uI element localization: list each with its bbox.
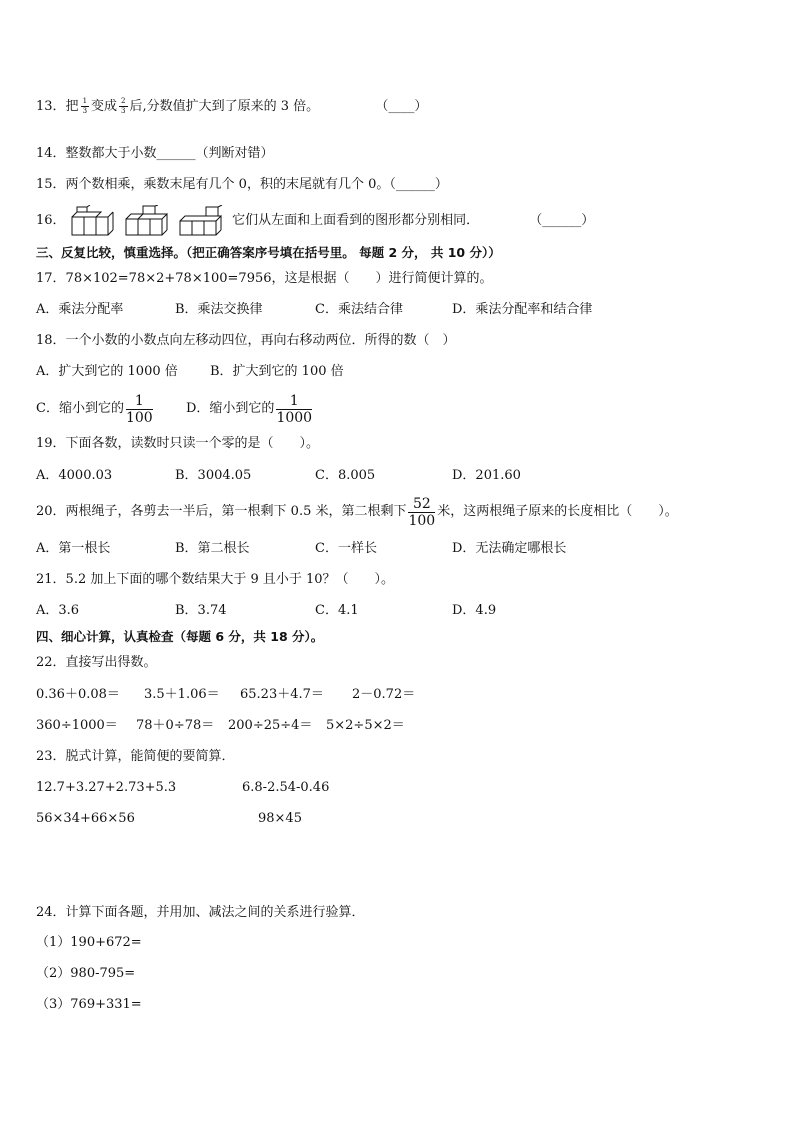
q22-item-8: 5×2÷5×2＝	[326, 718, 405, 733]
q22-item-2: 3.5＋1.06＝	[144, 687, 220, 702]
q13-fraction-1: $\frac{1}{3}$	[82, 97, 88, 115]
question-18: 18．一个小数的小数点向左移动四位，再向右移动两位．所得的数（ ）	[36, 333, 456, 348]
q23-item-1: 12.7+3.27+2.73+5.3	[36, 780, 177, 795]
cube-figure-3-icon	[178, 205, 226, 237]
question-23: 23．脱式计算，能简便的要简算．	[36, 749, 235, 764]
question-19: 19．下面各数，读数时只读一个零的是（ ）。	[36, 436, 320, 451]
q18-option-a[interactable]: A．扩大到它的 1000 倍	[36, 364, 178, 379]
cube-figure-2-icon	[124, 205, 172, 237]
q20-post: 米，这两根绳子原来的长度相比（ ）。	[437, 504, 678, 519]
cube-figure-1-icon	[70, 205, 118, 237]
q17-option-a[interactable]: A．乘法分配率	[36, 302, 124, 317]
q24-item-1: （1）190+672=	[36, 935, 142, 950]
q13-fraction-2: $\frac{2}{3}$	[121, 97, 126, 115]
question-21: 21．5.2 加上下面的哪个数结果大于 9 且小于 10？（ ）。	[36, 572, 395, 587]
question-15: 15．两个数相乘，乘数末尾有几个 0，积的末尾就有几个 0。（______）	[36, 177, 448, 192]
q13-post: 后,分数值扩大到了原来的 3 倍。	[129, 99, 320, 114]
q19-option-d[interactable]: D．201.60	[452, 468, 521, 483]
q18-option-c[interactable]: C．缩小到它的 $\frac{1}{100}$	[36, 392, 153, 426]
question-16	[36, 205, 594, 237]
q22-item-5: 360÷1000＝	[36, 718, 118, 733]
q16-text: 它们从左面和上面看到的图形都分别相同．	[232, 213, 480, 228]
q13-pre: 把	[65, 99, 79, 114]
q23-item-3: 56×34+66×56	[36, 811, 135, 826]
q21-option-a[interactable]: A．3.6	[36, 603, 80, 618]
q18-option-b[interactable]: B．扩大到它的 100 倍	[210, 364, 344, 379]
section-3-header: 三、反复比较，慎重选择。（把正确答案序号填在括号里。 每题 2 分， 共 10 分））	[36, 245, 501, 260]
question-24: 24．计算下面各题，并用加、减法之间的关系进行验算．	[36, 905, 365, 920]
q22-item-4: 2－0.72＝	[352, 687, 416, 702]
q13-number: 13．	[36, 99, 66, 114]
q19-option-c[interactable]: C．8.005	[315, 468, 376, 483]
question-13	[36, 98, 427, 116]
q18-fraction-d: $\frac{1}{1000}$	[276, 392, 313, 426]
q20-option-c[interactable]: C．一样长	[315, 541, 377, 556]
q13-mid: 变成	[91, 99, 118, 114]
q22-item-1: 0.36＋0.08＝	[36, 687, 120, 702]
q16-answer-paren[interactable]: （______）	[529, 213, 595, 228]
q21-option-b[interactable]: B．3.74	[175, 603, 227, 618]
q17-option-d[interactable]: D．乘法分配率和结合律	[452, 302, 593, 317]
q19-option-a[interactable]: A．4000.03	[36, 468, 113, 483]
q17-option-b[interactable]: B．乘法交换律	[175, 302, 263, 317]
q24-item-2: （2）980-795=	[36, 966, 136, 981]
q22-item-6: 78＋0÷78＝	[136, 718, 215, 733]
q23-item-2: 6.8-2.54-0.46	[242, 780, 330, 795]
q17-option-c[interactable]: C．乘法结合律	[315, 302, 403, 317]
question-17: 17．78×102=78×2+78×100=7956，这是根据（ ）进行简便计算的。	[36, 271, 493, 286]
q23-item-4: 98×45	[258, 811, 302, 826]
question-20	[36, 494, 678, 531]
q18-fraction-c: $\frac{1}{100}$	[125, 392, 153, 426]
q20-pre: 20．两根绳子，各剪去一半后，第一根剩下 0.5 米，第二根剩下	[36, 504, 407, 519]
q19-option-b[interactable]: B．3004.05	[175, 468, 252, 483]
question-14: 14．整数都大于小数______（判断对错）	[36, 146, 274, 161]
section-4-header: 四、细心计算，认真检查（每题 6 分，共 18 分）。	[36, 629, 324, 644]
q22-item-7: 200÷25÷4＝	[228, 718, 313, 733]
q16-number: 16．	[36, 213, 66, 228]
q24-item-3: （3）769+331=	[36, 997, 142, 1012]
q20-option-b[interactable]: B．第二根长	[175, 541, 250, 556]
q20-option-d[interactable]: D．无法确定哪根长	[452, 541, 567, 556]
q21-option-d[interactable]: D．4.9	[452, 603, 497, 618]
q18-option-d[interactable]: D．缩小到它的 $\frac{1}{1000}$	[186, 392, 313, 426]
q13-answer-paren[interactable]: （____）	[375, 99, 428, 114]
q22-item-3: 65.23＋4.7＝	[240, 687, 324, 702]
q20-fraction: $\frac{52}{100}$	[408, 495, 436, 529]
q20-option-a[interactable]: A．第一根长	[36, 541, 111, 556]
question-22: 22．直接写出得数。	[36, 655, 157, 670]
q21-option-c[interactable]: C．4.1	[315, 603, 359, 618]
